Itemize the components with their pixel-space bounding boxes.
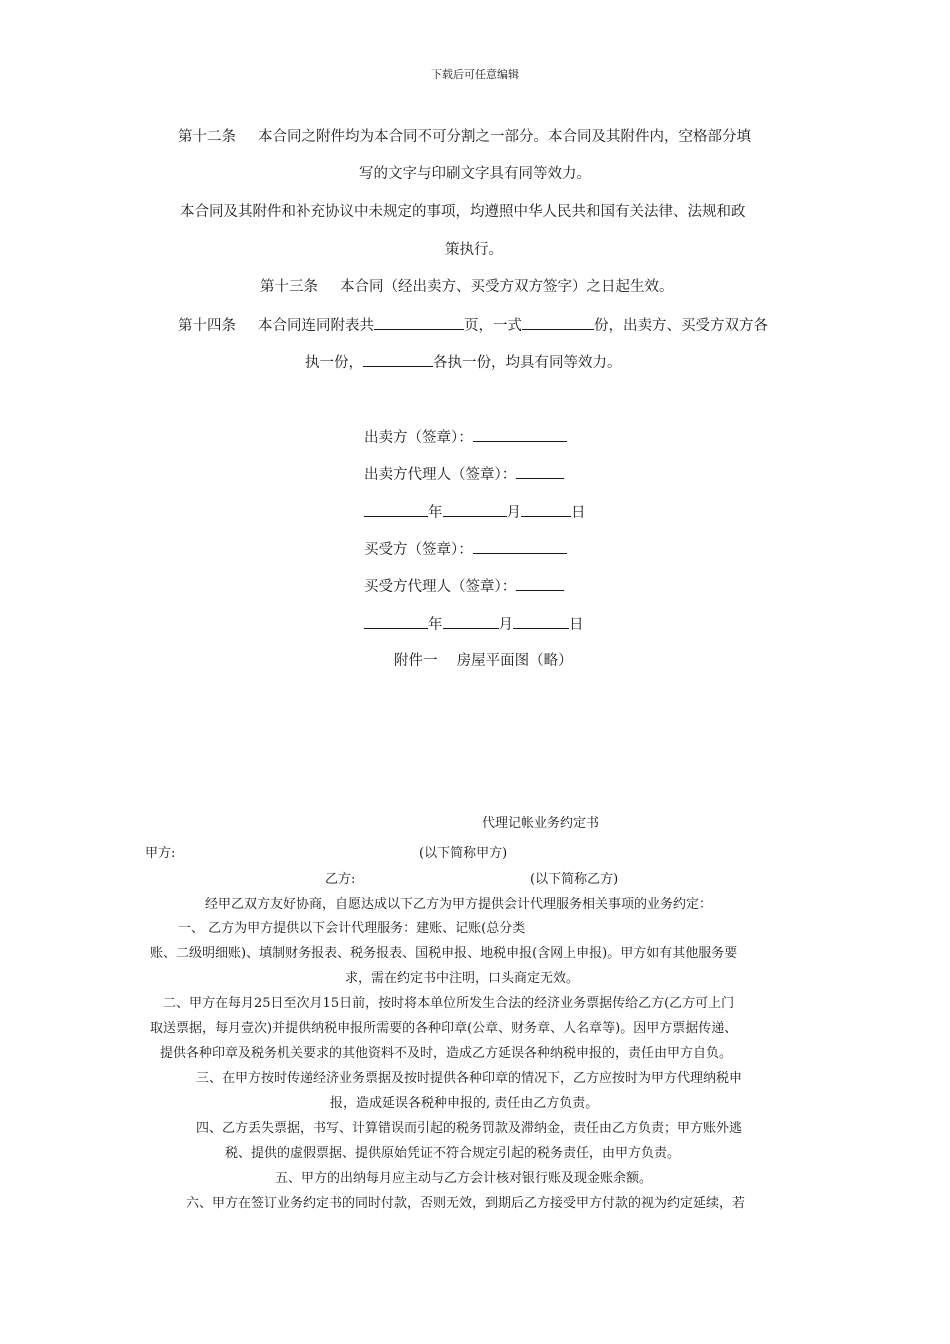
buyer-day-blank[interactable] (513, 614, 569, 629)
month-label: 月 (498, 617, 513, 633)
article-13-heading: 第十三条 (260, 279, 318, 295)
article-14-line2-b: 各执一份，均具有同等效力。 (433, 355, 622, 371)
clause-2-line2: 取送票据，每月壹次)并提供纳税申报所需要的各种印章(公章、财务章、人名章等)。因甲方票据传递、 (150, 1021, 738, 1036)
article-14-text-b: 页，一式 (464, 318, 522, 334)
seller-signature-line (364, 427, 567, 448)
article-12-heading: 第十二条 (178, 129, 236, 145)
buyer-agent-signature-blank[interactable] (516, 576, 564, 591)
buyer-agent-signature-label: 买受方代理人（签章）： (364, 579, 517, 595)
article-14-heading: 第十四条 (178, 318, 236, 334)
article-13-text: 本合同（经出卖方、买受方双方签字）之日起生效。 (340, 279, 674, 295)
attachment-note: 附件一 房屋平面图（略） (394, 653, 573, 669)
buyer-signature-label: 买受方（签章）： (364, 542, 473, 558)
article-12-para2-line2: 策执行。 (445, 242, 503, 258)
clause-1-line1: 一、 乙方为甲方提供以下会计代理服务：建账、记账(总分类 (178, 921, 526, 936)
article-14-line2-a: 执一份， (305, 355, 363, 371)
article-12-line1 (178, 127, 751, 147)
clause-1-line3: 求，需在约定书中注明，口头商定无效。 (345, 971, 580, 986)
article-14-text-c: 份，出卖方、买受方双方各 (594, 318, 768, 334)
year-label: 年 (428, 505, 443, 521)
clause-6-line1: 六、甲方在签订业务约定书的同时付款，否则无效，到期后乙方接受甲方付款的视为约定延续，若 (186, 1196, 746, 1211)
buyer-agent-signature-line (364, 576, 564, 597)
seller-year-blank[interactable] (364, 502, 428, 517)
buyer-signature-blank[interactable] (473, 539, 567, 554)
party-a-note: (以下简称甲方) (419, 846, 508, 861)
month-label: 月 (506, 505, 521, 521)
clause-2-line1: 二、甲方在每月25日至次月15日前，按时将本单位所发生合法的经济业务票据传给乙方(乙方可上门 (163, 996, 735, 1011)
party-a-label: 甲方: (145, 846, 176, 861)
article-12-text: 本合同之附件均为本合同不可分割之一部分。本合同及其附件内，空格部分填 (258, 129, 751, 145)
day-label: 日 (571, 505, 586, 521)
article-14-text-a: 本合同连同附表共 (258, 318, 374, 334)
buyer-month-blank[interactable] (443, 614, 499, 629)
pages-blank[interactable] (374, 315, 464, 330)
agreement-intro: 经甲乙双方友好协商，自愿达成以下乙方为甲方提供会计代理服务相关事项的业务约定： (205, 897, 713, 912)
clause-4-line1: 四、乙方丢失票据，书写、计算错误而引起的税务罚款及滞纳金，责任由乙方负责；甲方账外逃 (196, 1121, 743, 1136)
party-b-note: (以下简称乙方) (530, 872, 619, 887)
seller-agent-signature-label: 出卖方代理人（签章）： (364, 467, 517, 483)
party-b-label: 乙方: (325, 872, 356, 887)
article-12-line2: 写的文字与印刷文字具有同等效力。 (359, 166, 591, 182)
seller-agent-signature-line (364, 464, 564, 485)
clause-4-line2: 税、提供的虚假票据、提供原始凭证不符合规定引起的税务责任，由甲方负责。 (225, 1146, 681, 1161)
clause-2-line3: 提供各种印章及税务机关要求的其他资料不及时，造成乙方延误各种纳税申报的，责任由甲方自负。 (160, 1046, 733, 1061)
seller-date-line (364, 502, 586, 523)
buyer-year-blank[interactable] (364, 614, 428, 629)
seller-day-blank[interactable] (521, 502, 571, 517)
seller-signature-label: 出卖方（签章）： (364, 430, 473, 446)
each-copy-blank[interactable] (363, 352, 433, 367)
buyer-date-line (364, 614, 584, 635)
day-label: 日 (569, 617, 584, 633)
clause-1-line2: 账、二级明细账)、填制财务报表、税务报表、国税申报、地税申报(含网上申报)。甲方如有其他服务要 (150, 946, 738, 961)
article-13 (260, 277, 674, 297)
agreement-title: 代理记帐业务约定书 (482, 816, 600, 831)
seller-signature-blank[interactable] (473, 427, 567, 442)
article-14-line2 (305, 352, 622, 373)
buyer-signature-line (364, 539, 567, 560)
clause-3-line2: 报，造成延误各税种申报的, 责任由乙方负责。 (330, 1096, 599, 1111)
year-label: 年 (428, 617, 443, 633)
seller-agent-signature-blank[interactable] (516, 464, 564, 479)
clause-3-line1: 三、在甲方按时传递经济业务票据及按时提供各种印章的情况下，乙方应按时为甲方代理纳税申 (196, 1071, 743, 1086)
article-12-para2-line1: 本合同及其附件和补充协议中未规定的事项，均遵照中华人民共和国有关法律、法规和政 (180, 204, 746, 220)
copies-blank[interactable] (522, 315, 594, 330)
seller-month-blank[interactable] (443, 502, 507, 517)
page-header: 下载后可任意编辑 (431, 68, 519, 81)
article-14-line1 (178, 315, 768, 336)
clause-5: 五、甲方的出纳每月应主动与乙方会计核对银行账及现金账余额。 (275, 1171, 653, 1186)
